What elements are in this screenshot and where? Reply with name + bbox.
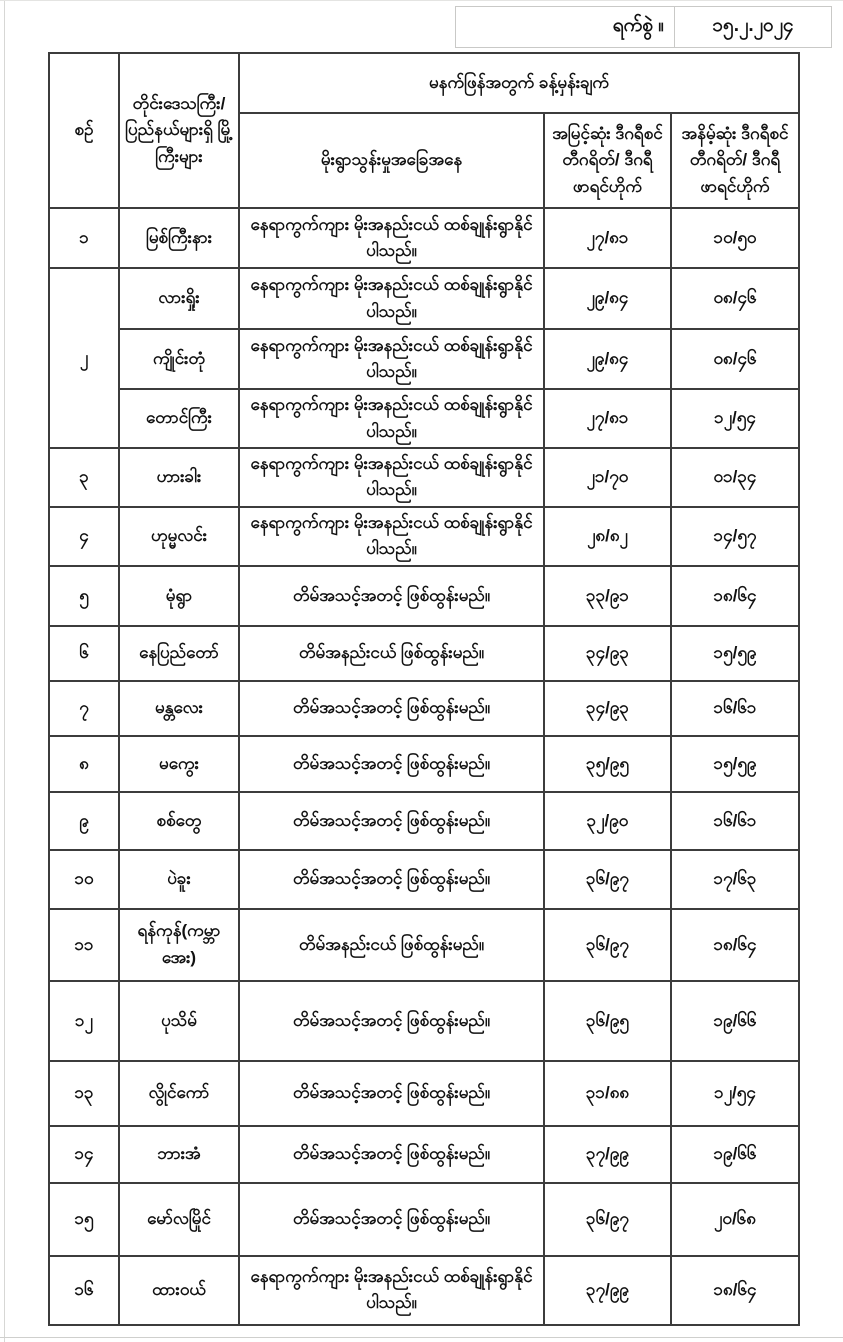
serial-cell: ၁၀ (49, 850, 119, 909)
table-row (49, 736, 799, 792)
min-temp-cell: ၁၂/၅၄ (671, 389, 799, 448)
table-row (49, 909, 799, 981)
serial-cell: ၅ (49, 566, 119, 626)
serial-cell: ၁၁ (49, 909, 119, 981)
condition-cell: တိမ်အနည်းငယ် ဖြစ်ထွန်းမည်။ (239, 626, 544, 681)
city-cell: ရန်ကုန်(ကမ္ဘာအေး) (119, 909, 239, 981)
serial-cell: ၁၂ (49, 981, 119, 1061)
date-value: ၁၅.၂.၂၀၂၄ (674, 6, 832, 48)
min-temp-cell: ၀၁/၃၄ (671, 448, 799, 507)
table-row (49, 208, 799, 268)
serial-cell: ၁၃ (49, 1061, 119, 1126)
city-cell: လွိုင်ကော် (119, 1061, 239, 1126)
serial-cell: ၄ (49, 507, 119, 566)
table-row (49, 1183, 799, 1256)
page-edge-bottom (0, 1337, 843, 1338)
max-temp-cell: ၃၆/၉၇ (544, 1183, 671, 1256)
min-temp-cell: ၁၆/၆၁ (671, 792, 799, 850)
table-row (49, 626, 799, 681)
min-temp-cell: ၁၈/၆၄ (671, 909, 799, 981)
table-row (49, 389, 799, 448)
min-temp-cell: ၁၈/၆၄ (671, 1256, 799, 1325)
min-temp-cell: ၀၈/၄၆ (671, 268, 799, 329)
condition-cell: တိမ်အသင့်အတင့် ဖြစ်ထွန်းမည်။ (239, 566, 544, 626)
page-edge-top (0, 0, 843, 1)
city-cell: လားရှိုး (119, 268, 239, 329)
header-max-temp: အမြင့်ဆုံး ဒီဂရီစင်တီဂရိတ်/ ဒီဂရီဖာရင်ဟိုက် (544, 113, 671, 208)
condition-cell: နေရာကွက်ကျား မိုးအနည်းငယ် ထစ်ချုန်းရွာနိုင်ပါသည်။ (239, 208, 544, 268)
date-label: ရက်စွဲ ။ (455, 6, 674, 48)
table-row (49, 507, 799, 566)
table-row (49, 850, 799, 909)
serial-cell: ၁ (49, 208, 119, 268)
header-rain-condition: မိုးရွာသွန်းမှုအခြေအနေ (239, 113, 544, 208)
min-temp-cell: ၁၅/၅၉ (671, 736, 799, 792)
condition-cell: တိမ်အသင့်အတင့် ဖြစ်ထွန်းမည်။ (239, 850, 544, 909)
max-temp-cell: ၃၁/၈၈ (544, 1061, 671, 1126)
max-temp-cell: ၃၆/၉၅ (544, 981, 671, 1061)
max-temp-cell: ၂၈/၈၂ (544, 507, 671, 566)
table-row (49, 268, 799, 329)
city-cell: ဟားခါး (119, 448, 239, 507)
condition-cell: တိမ်အသင့်အတင့် ဖြစ်ထွန်းမည်။ (239, 792, 544, 850)
serial-cell: ၂ (49, 268, 119, 448)
city-cell: ပုသိမ် (119, 981, 239, 1061)
max-temp-cell: ၃၅/၉၅ (544, 736, 671, 792)
condition-cell: နေရာကွက်ကျား မိုးအနည်းငယ် ထစ်ချုန်းရွာနိုင်ပါသည်။ (239, 1256, 544, 1325)
serial-cell: ၉ (49, 792, 119, 850)
table-header (49, 53, 799, 208)
table-row (49, 329, 799, 389)
header-min-temp: အနိမ့်ဆုံး ဒီဂရီစင်တီဂရိတ်/ ဒီဂရီဖာရင်ဟိုက် (671, 113, 799, 208)
serial-cell: ၁၅ (49, 1183, 119, 1256)
max-temp-cell: ၂၁/၇၀ (544, 448, 671, 507)
page-edge-left (4, 0, 5, 1342)
table-row (49, 566, 799, 626)
city-cell: မြစ်ကြီးနား (119, 208, 239, 268)
table-row (49, 1256, 799, 1325)
min-temp-cell: ၁၀/၅၀ (671, 208, 799, 268)
max-temp-cell: ၃၇/၉၉ (544, 1256, 671, 1325)
min-temp-cell: ၁၇/၆၃ (671, 850, 799, 909)
min-temp-cell: ၁၂/၅၄ (671, 1061, 799, 1126)
condition-cell: နေရာကွက်ကျား မိုးအနည်းငယ် ထစ်ချုန်းရွာနိုင်ပါသည်။ (239, 448, 544, 507)
city-cell: ဟုမ္မလင်း (119, 507, 239, 566)
max-temp-cell: ၂၇/၈၁ (544, 208, 671, 268)
condition-cell: တိမ်အသင့်အတင့် ဖြစ်ထွန်းမည်။ (239, 681, 544, 736)
condition-cell: နေရာကွက်ကျား မိုးအနည်းငယ် ထစ်ချုန်းရွာနိုင်ပါသည်။ (239, 389, 544, 448)
serial-cell: ၆ (49, 626, 119, 681)
header-serial: စဉ် (49, 53, 119, 208)
max-temp-cell: ၃၂/၉၀ (544, 792, 671, 850)
serial-cell: ၈ (49, 736, 119, 792)
condition-cell: နေရာကွက်ကျား မိုးအနည်းငယ် ထစ်ချုန်းရွာနိုင်ပါသည်။ (239, 329, 544, 389)
min-temp-cell: ၁၈/၆၄ (671, 566, 799, 626)
max-temp-cell: ၃၆/၉၇ (544, 850, 671, 909)
table-body (49, 208, 799, 1325)
max-temp-cell: ၂၉/၈၄ (544, 268, 671, 329)
max-temp-cell: ၃၆/၉၇ (544, 909, 671, 981)
serial-cell: ၇ (49, 681, 119, 736)
max-temp-cell: ၂၇/၈၁ (544, 389, 671, 448)
condition-cell: နေရာကွက်ကျား မိုးအနည်းငယ် ထစ်ချုန်းရွာနိုင်ပါသည်။ (239, 268, 544, 329)
table-row (49, 981, 799, 1061)
max-temp-cell: ၂၉/၈၄ (544, 329, 671, 389)
city-cell: ပဲခူး (119, 850, 239, 909)
condition-cell: တိမ်အနည်းငယ် ဖြစ်ထွန်းမည်။ (239, 909, 544, 981)
city-cell: မော်လမြိုင် (119, 1183, 239, 1256)
date-strip (455, 6, 832, 48)
min-temp-cell: ၁၉/၆၆ (671, 981, 799, 1061)
table-row (49, 1061, 799, 1126)
city-cell: ဘားအံ (119, 1126, 239, 1183)
header-cities: တိုင်းဒေသကြီး/ ပြည်နယ်များရှိ မြို့ကြီးများ (119, 53, 239, 208)
min-temp-cell: ၂၀/၆၈ (671, 1183, 799, 1256)
max-temp-cell: ၃၇/၉၉ (544, 1126, 671, 1183)
condition-cell: နေရာကွက်ကျား မိုးအနည်းငယ် ထစ်ချုန်းရွာနိုင်ပါသည်။ (239, 507, 544, 566)
min-temp-cell: ၁၉/၆၆ (671, 1126, 799, 1183)
city-cell: နေပြည်တော် (119, 626, 239, 681)
max-temp-cell: ၃၃/၉၁ (544, 566, 671, 626)
city-cell: မကွေး (119, 736, 239, 792)
city-cell: စစ်တွေ (119, 792, 239, 850)
condition-cell: တိမ်အသင့်အတင့် ဖြစ်ထွန်းမည်။ (239, 736, 544, 792)
city-cell: မန္တလေး (119, 681, 239, 736)
header-forecast-group: မနက်ဖြန်အတွက် ခန့်မှန်းချက် (239, 53, 799, 113)
max-temp-cell: ၃၄/၉၃ (544, 626, 671, 681)
table-row (49, 681, 799, 736)
city-cell: တောင်ကြီး (119, 389, 239, 448)
table-row (49, 448, 799, 507)
condition-cell: တိမ်အသင့်အတင့် ဖြစ်ထွန်းမည်။ (239, 1183, 544, 1256)
condition-cell: တိမ်အသင့်အတင့် ဖြစ်ထွန်းမည်။ (239, 981, 544, 1061)
min-temp-cell: ၁၅/၅၉ (671, 626, 799, 681)
city-cell: မုံရွာ (119, 566, 239, 626)
min-temp-cell: ၁၆/၆၁ (671, 681, 799, 736)
serial-cell: ၃ (49, 448, 119, 507)
table-row (49, 1126, 799, 1183)
condition-cell: တိမ်အသင့်အတင့် ဖြစ်ထွန်းမည်။ (239, 1061, 544, 1126)
max-temp-cell: ၃၄/၉၃ (544, 681, 671, 736)
min-temp-cell: ၀၈/၄၆ (671, 329, 799, 389)
serial-cell: ၁၆ (49, 1256, 119, 1325)
city-cell: ကျိုင်းတုံ (119, 329, 239, 389)
city-cell: ထားဝယ် (119, 1256, 239, 1325)
min-temp-cell: ၁၄/၅၇ (671, 507, 799, 566)
condition-cell: တိမ်အသင့်အတင့် ဖြစ်ထွန်းမည်။ (239, 1126, 544, 1183)
table-row (49, 792, 799, 850)
weather-forecast-table (48, 52, 800, 1326)
serial-cell: ၁၄ (49, 1126, 119, 1183)
